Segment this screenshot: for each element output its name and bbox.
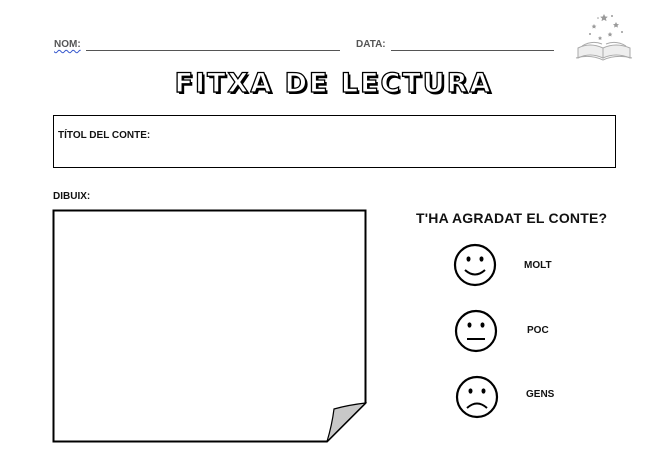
page-title: FITXA DE LECTURA <box>174 68 493 99</box>
data-label: DATA: <box>356 39 386 50</box>
nom-label: NOM: <box>54 39 81 50</box>
open-book-stars-icon <box>572 10 636 62</box>
nom-line[interactable] <box>86 50 340 51</box>
rating-question: T'HA AGRADAT EL CONTE? <box>416 210 608 226</box>
sad-face-icon[interactable] <box>455 375 499 419</box>
smile-face-icon[interactable] <box>453 243 497 287</box>
dibuix-label: DIBUIX: <box>53 191 91 202</box>
data-line[interactable] <box>391 50 554 51</box>
rating-label-molt: MOLT <box>524 260 552 271</box>
rating-label-gens: GENS <box>526 389 555 400</box>
rating-label-poc: POC <box>527 325 549 336</box>
neutral-face-icon[interactable] <box>454 309 498 353</box>
titol-label: TÍTOL DEL CONTE: <box>58 130 151 141</box>
drawing-area[interactable] <box>52 209 370 445</box>
titol-box[interactable] <box>53 115 616 168</box>
